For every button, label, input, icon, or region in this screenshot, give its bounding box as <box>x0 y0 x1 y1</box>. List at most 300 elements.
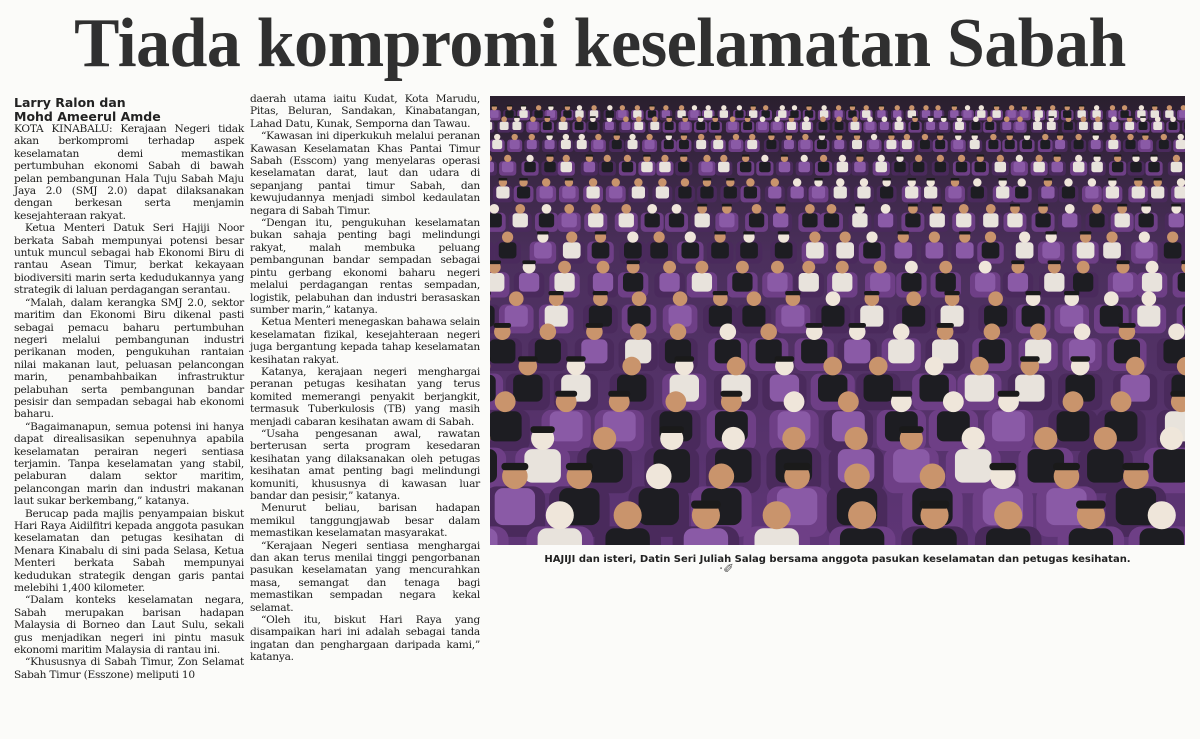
person-cap <box>507 105 513 107</box>
person-body <box>624 242 642 258</box>
person-body <box>1062 186 1075 198</box>
person-head <box>512 134 518 140</box>
person-body <box>1140 528 1184 545</box>
person-head <box>997 155 1004 162</box>
paragraph: Ketua Menteri Datuk Seri Hajiji Noor berkata Sabah mempunyai potensi besar untuk muncul sebagai hab Ekonomi Biru di rantau Asean Timur, berkat kekayaan biodiversiti marin serta kedudukannya yang strategik di laluan perdagangan serantau. <box>14 222 244 297</box>
person-body <box>1169 213 1184 227</box>
person-cap <box>548 105 554 107</box>
person-body <box>983 213 998 227</box>
person-cap <box>971 134 978 136</box>
person-body <box>1007 110 1015 118</box>
person-body <box>696 140 706 149</box>
person-cap <box>1020 356 1040 361</box>
person-cap <box>546 134 553 136</box>
person-body <box>665 122 674 130</box>
person-body <box>645 140 655 149</box>
person-body <box>679 140 689 149</box>
person-head <box>820 116 826 122</box>
person-head <box>1094 427 1117 450</box>
person-head <box>670 323 687 340</box>
person-body <box>502 162 513 173</box>
person-head <box>962 427 985 450</box>
person-cap <box>1064 105 1070 107</box>
person-body <box>1108 110 1116 118</box>
person-body <box>490 339 515 363</box>
person-body <box>1079 122 1088 130</box>
person-body <box>623 273 643 292</box>
person-head <box>1139 232 1150 243</box>
person-cap <box>1048 116 1054 118</box>
person-body <box>905 213 920 227</box>
person-cap <box>836 134 843 136</box>
person-body <box>513 375 542 402</box>
person-head <box>494 134 500 140</box>
article-column-2 <box>250 93 480 664</box>
person-head <box>973 116 979 122</box>
person-head <box>882 116 888 122</box>
person-body <box>768 186 781 198</box>
person-body <box>1005 140 1015 149</box>
person-cap <box>1116 260 1130 264</box>
person-body <box>992 411 1025 441</box>
person-head <box>1034 427 1057 450</box>
person-cap <box>613 134 620 136</box>
person-body <box>695 213 710 227</box>
person-head <box>1075 134 1081 140</box>
person-body <box>490 213 502 227</box>
person-body <box>837 162 848 173</box>
paragraph: Katanya, kerajaan negeri menghargai peranan petugas kesihatan yang terus komited memerangi penyakit berjangkit, termasuk Tuberkulosis (TB) yang masih menjadi cabaran kesihatan awam di Sabah. <box>250 365 480 428</box>
person-body <box>1169 122 1178 130</box>
person-cap <box>1127 116 1133 118</box>
byline-author-1: Larry Ralon dan <box>14 95 126 110</box>
person-body <box>971 122 980 130</box>
person-body <box>1062 213 1077 227</box>
person-cap <box>566 356 586 361</box>
person-head <box>836 178 844 186</box>
person-head <box>673 291 688 306</box>
person-body <box>936 273 956 292</box>
person-cap <box>936 323 953 328</box>
person-cap <box>593 291 608 295</box>
person-body <box>1113 273 1133 292</box>
person-body <box>1035 213 1050 227</box>
person-cap <box>697 204 707 207</box>
person-body <box>539 213 554 227</box>
person-body <box>561 140 571 149</box>
person-cap <box>920 500 950 508</box>
person-head <box>881 204 891 214</box>
person-body <box>982 242 1000 258</box>
person-body <box>819 122 828 130</box>
person-cap <box>742 155 750 157</box>
person-body <box>490 411 522 441</box>
person-head <box>720 323 737 340</box>
person-body <box>622 162 633 173</box>
person-head <box>1146 261 1159 274</box>
person-body <box>554 273 574 292</box>
person-body <box>678 162 689 173</box>
person-cap <box>1079 105 1085 107</box>
person-cap <box>1132 155 1140 157</box>
person-body <box>490 122 492 130</box>
person-cap <box>937 134 944 136</box>
person-cap <box>775 356 795 361</box>
person-cap <box>1053 463 1080 470</box>
person-head <box>636 116 642 122</box>
person-body <box>799 162 810 173</box>
person-head <box>1016 155 1023 162</box>
person-head <box>1009 105 1014 110</box>
person-body <box>791 186 804 198</box>
person-head <box>965 105 970 110</box>
person-head <box>763 105 768 110</box>
person-head <box>647 204 657 214</box>
person-body <box>902 140 912 149</box>
person-head <box>727 357 746 376</box>
person-head <box>771 261 784 274</box>
person-cap <box>726 178 735 180</box>
person-cap <box>781 155 789 157</box>
person-head <box>612 178 620 186</box>
person-head <box>1017 116 1023 122</box>
person-body <box>888 339 914 363</box>
person-head <box>1019 232 1030 243</box>
person-body <box>519 273 539 292</box>
person-cap <box>1152 105 1158 107</box>
person-cap <box>897 231 909 234</box>
person-body <box>669 213 684 227</box>
person-cap <box>805 323 822 328</box>
person-cap <box>530 426 554 433</box>
person-cap <box>768 134 775 136</box>
person-body <box>970 140 980 149</box>
person-head <box>943 391 964 412</box>
person-cap <box>745 116 751 118</box>
person-cap <box>586 323 603 328</box>
person-cap <box>888 134 895 136</box>
person-cap <box>856 155 864 157</box>
headline: Tiada kompromi keselamatan Sabah <box>74 5 1126 82</box>
person-body <box>561 162 572 173</box>
person-body <box>621 122 630 130</box>
crowd <box>490 105 1185 545</box>
person-body <box>905 186 918 198</box>
person-body <box>956 162 967 173</box>
person-cap <box>501 463 528 470</box>
person-cap <box>712 116 718 118</box>
person-head <box>746 178 754 186</box>
person-head <box>652 116 658 122</box>
person-body <box>758 122 767 130</box>
person-head <box>558 261 571 274</box>
person-body <box>835 122 844 130</box>
person-head <box>929 232 940 243</box>
person-body <box>719 213 734 227</box>
person-head <box>836 105 841 110</box>
person-cap <box>1076 500 1106 508</box>
person-body <box>844 339 870 363</box>
person-body <box>524 449 561 482</box>
person-head <box>501 116 507 122</box>
person-body <box>490 449 497 482</box>
person-head <box>1094 105 1099 110</box>
person-body <box>490 375 496 402</box>
person-cap <box>850 105 856 107</box>
person-body <box>926 242 944 258</box>
person-cap <box>680 155 688 157</box>
person-head <box>1122 105 1127 110</box>
person-body <box>656 186 669 198</box>
paragraph: Berucap pada majlis penyampaian biskut Hari Raya Aidilfitri kepada anggota pasukan keselamatan dan petugas kesihatan di Menara Kinabalu di sini pada Selasa, Ketua Menteri berkata Sabah mempunyai kedudukan strategik dengan garis pantai melebihi 1,400 kilometer. <box>14 507 244 595</box>
person-head <box>661 155 668 162</box>
person-cap <box>1044 178 1053 180</box>
person-head <box>866 232 877 243</box>
person-cap <box>674 356 694 361</box>
person-head <box>634 178 642 186</box>
person-head <box>722 427 745 450</box>
person-body <box>894 242 912 258</box>
person-body <box>1164 242 1182 258</box>
person-body <box>639 488 679 525</box>
person-head <box>614 501 642 529</box>
person-head <box>607 105 612 110</box>
person-body <box>801 339 827 363</box>
person-body <box>852 140 862 149</box>
person-body <box>759 162 770 173</box>
person-body <box>628 140 638 149</box>
person-body <box>749 213 764 227</box>
person-cap <box>1025 291 1040 295</box>
person-body <box>650 242 668 258</box>
person-cap <box>565 105 571 107</box>
person-head <box>852 116 858 122</box>
person-head <box>627 232 638 243</box>
person-head <box>663 105 668 110</box>
person-body <box>510 140 520 149</box>
person-head <box>802 134 808 140</box>
person-body <box>834 186 847 198</box>
person-body <box>728 122 737 130</box>
article-column-1 <box>14 123 244 681</box>
person-body <box>492 140 502 149</box>
person-body <box>740 162 751 173</box>
person-body <box>659 273 679 292</box>
person-head <box>577 105 582 110</box>
person-head <box>1018 178 1026 186</box>
person-body <box>681 242 699 258</box>
person-body <box>609 186 622 198</box>
person-body <box>544 162 555 173</box>
person-head <box>987 116 993 122</box>
audience-photo <box>490 96 1185 545</box>
person-cap <box>1053 155 1061 157</box>
person-cap <box>879 105 885 107</box>
person-head <box>526 155 533 162</box>
person-head <box>809 232 820 243</box>
person-body <box>740 242 758 258</box>
person-body <box>742 305 765 326</box>
person-body <box>744 186 757 198</box>
person-body <box>512 122 521 130</box>
person-cap <box>932 204 942 207</box>
person-cap <box>776 204 786 207</box>
person-cap <box>565 178 574 180</box>
person-cap <box>1134 178 1143 180</box>
person-head <box>564 204 574 214</box>
person-head <box>896 116 902 122</box>
person-head <box>630 323 647 340</box>
paragraph: Ketua Menteri menegaskan bahawa selain keselamatan fizikal, kesejahteraan negeri juga bergantung kepada tahap keselamatan kesihatan rakyat. <box>250 316 480 366</box>
person-body <box>1178 273 1185 292</box>
person-head <box>827 204 837 214</box>
person-body <box>496 186 509 198</box>
person-head <box>1167 232 1178 243</box>
person-body <box>505 110 513 118</box>
person-head <box>1077 261 1090 274</box>
paragraph: “Bagaimanapun, semua potensi ini hanya dapat direalisasikan sepenuhnya apabila keselamatan perairan negeri sentiasa terjamin. Tanpa keselamatan yang stabil, pelaburan dalam sektor maritim, pelancongan marin dan industri makanan laut sukar berkembang,” katanya. <box>14 420 244 508</box>
person-head <box>672 204 682 214</box>
person-body <box>490 162 494 173</box>
person-body <box>913 162 924 173</box>
person-body <box>1148 162 1159 173</box>
person-body <box>767 273 787 292</box>
paragraph: “Oleh itu, biskut Hari Raya yang disampaikan hari ini adalah sebagai tanda ingatan dan penghargaan daripada kami,” katanya. <box>250 614 480 664</box>
person-head <box>646 464 672 490</box>
person-body <box>866 122 875 130</box>
person-head <box>1081 116 1087 122</box>
person-body <box>975 273 995 292</box>
person-body <box>817 140 827 149</box>
person-head <box>563 134 569 140</box>
person-head <box>504 155 511 162</box>
person-head <box>820 155 827 162</box>
person-head <box>804 116 810 122</box>
person-body <box>612 140 622 149</box>
person-head <box>621 204 631 214</box>
person-body <box>824 213 839 227</box>
person-body <box>1109 122 1118 130</box>
person-head <box>560 116 566 122</box>
person-body <box>800 140 810 149</box>
person-head <box>1065 204 1075 214</box>
person-body <box>593 273 613 292</box>
person-body <box>1108 140 1118 149</box>
person-head <box>593 427 616 450</box>
person-body <box>731 140 741 149</box>
paragraph: “Kawasan ini diperkukuh melalui peranan Kawasan Keselamatan Khas Pantai Timur Sabah (Esscom) yang menyelaras operasi keselamatan darat, laut dan udara di sepanjang pantai timur Sabah, dan kewujudannya menjadi simbol kedaulatan negara di Sabah Timur. <box>250 130 480 217</box>
person-head <box>1167 105 1172 110</box>
person-body <box>939 122 948 130</box>
person-body <box>886 140 896 149</box>
person-cap <box>778 231 790 234</box>
person-cap <box>606 116 612 118</box>
person-head <box>1042 134 1048 140</box>
person-body <box>1057 411 1090 441</box>
person-head <box>698 134 704 140</box>
person-body <box>535 339 561 363</box>
person-head <box>622 357 641 376</box>
person-head <box>595 134 601 140</box>
person-body <box>963 110 971 118</box>
person-body <box>588 122 597 130</box>
person-head <box>979 105 984 110</box>
person-body <box>605 528 649 545</box>
person-body <box>1008 273 1028 292</box>
person-body <box>1091 140 1101 149</box>
person-cap <box>882 178 891 180</box>
paragraph: “Khususnya di Sabah Timur, Zon Selamat Sabah Timur (Esszone) meliputi 10 <box>14 656 244 681</box>
person-cap <box>1122 463 1149 470</box>
person-body <box>778 110 786 118</box>
person-head <box>591 204 601 214</box>
person-body <box>836 242 854 258</box>
person-body <box>821 305 844 326</box>
person-cap <box>1011 260 1025 264</box>
person-body <box>602 162 613 173</box>
person-cap <box>590 116 596 118</box>
person-head <box>591 105 596 110</box>
person-body <box>799 273 819 292</box>
person-body <box>645 213 660 227</box>
person-body <box>977 110 985 118</box>
person-cap <box>681 134 688 136</box>
paragraph: “Malah, dalam kerangka SMJ 2.0, sektor maritim dan Ekonomi Biru dikenal pasti sebagai pemacu baharu pertumbuhan negeri melalui pembangunan industri perikanan moden, pengukuhan rantaian nilai makanan laut, peluasan pelancongan marin, penambahbaikan infrastruktur pelabuhan serta pembangunan bandar pesisir dan sempadan sebagai hab ekonomi baharu. <box>14 296 244 421</box>
person-cap <box>720 391 742 397</box>
person-body <box>641 162 652 173</box>
person-cap <box>626 260 640 264</box>
person-body <box>986 528 1030 545</box>
person-head <box>540 323 557 340</box>
person-head <box>821 105 826 110</box>
person-head <box>1161 134 1167 140</box>
person-body <box>696 122 705 130</box>
byline-author-2: Mohd Ameerul Amde <box>14 108 161 124</box>
paragraph: Menurut beliau, barisan hadapan memikul tanggungjawab besar dalam memastikan keselamatan masyarakat. <box>250 502 480 540</box>
person-head <box>761 155 768 162</box>
page-mark-icon: ·✐ <box>719 562 735 577</box>
person-body <box>895 122 904 130</box>
person-head <box>869 357 888 376</box>
person-cap <box>814 178 823 180</box>
person-cap <box>1181 260 1185 264</box>
person-head <box>721 105 726 110</box>
person-body <box>500 122 509 130</box>
person-head <box>1064 178 1072 186</box>
person-body <box>709 305 732 326</box>
person-head <box>1155 116 1161 122</box>
person-head <box>760 323 777 340</box>
person-head <box>1106 232 1117 243</box>
person-head <box>566 232 577 243</box>
person-head <box>665 391 686 412</box>
person-cap <box>1117 204 1127 207</box>
person-body <box>766 140 776 149</box>
person-body <box>956 242 974 258</box>
person-cap <box>1010 204 1020 207</box>
person-body <box>1138 213 1153 227</box>
person-cap <box>608 391 630 397</box>
person-cap <box>1170 391 1185 397</box>
person-body <box>988 140 998 149</box>
person-body <box>543 122 552 130</box>
person-body <box>995 162 1006 173</box>
person-head <box>1127 134 1133 140</box>
person-head <box>1036 155 1043 162</box>
person-cap <box>750 105 756 107</box>
person-body <box>534 242 552 258</box>
person-head <box>1004 116 1010 122</box>
